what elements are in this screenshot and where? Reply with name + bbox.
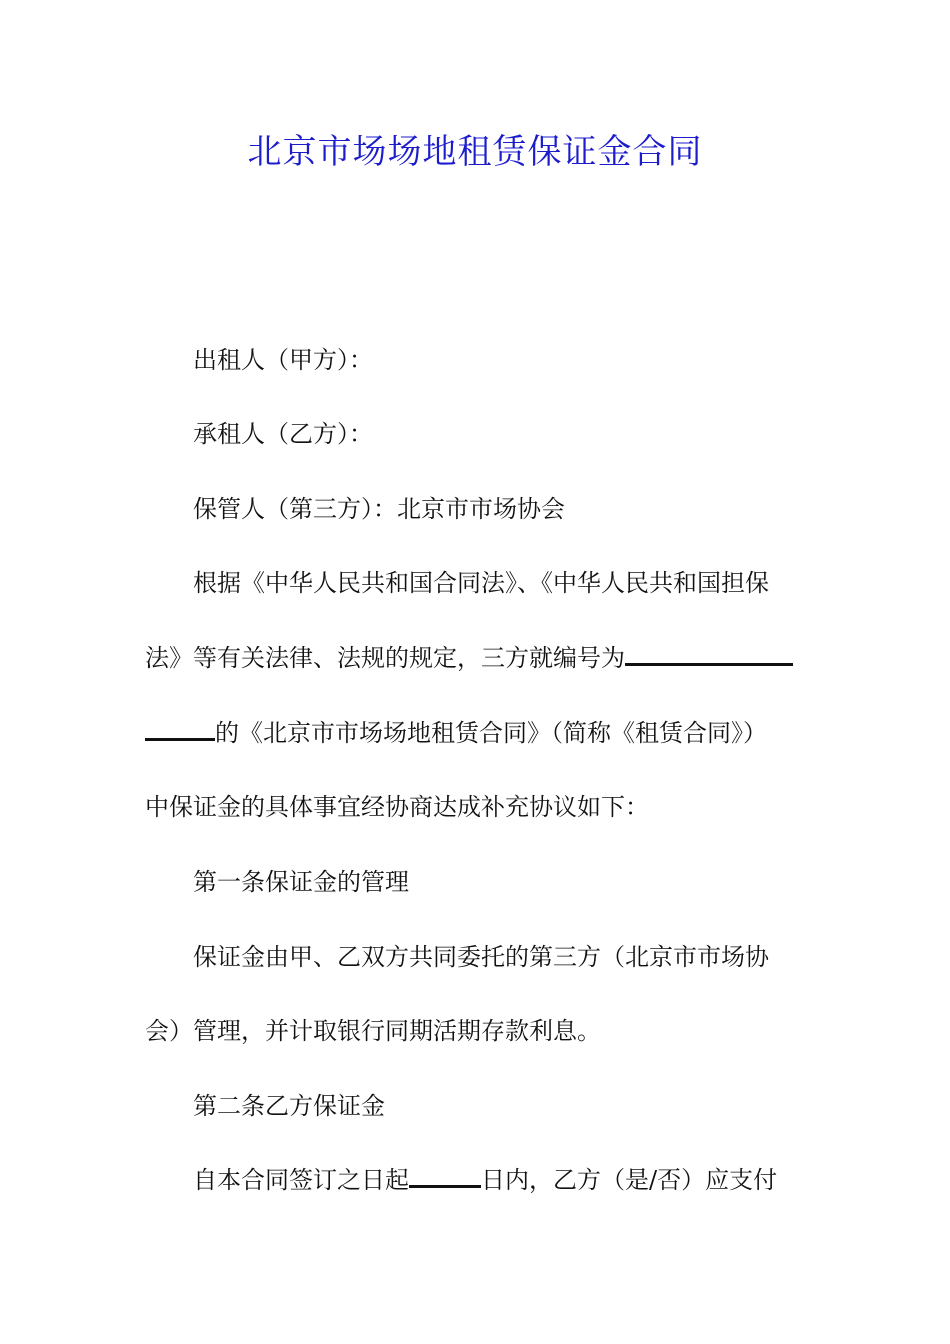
- article-2-heading: 第二条乙方保证金: [193, 1092, 385, 1120]
- article-2-line-1-text-a: 自本合同签订之日起: [193, 1166, 409, 1194]
- lessee-line: 承租人（乙方）：: [193, 420, 373, 448]
- custodian-line: 保管人（第三方）：北京市市场协会: [193, 495, 565, 523]
- preamble-line-3: [145, 713, 807, 753]
- preamble-line-4: 中保证金的具体事宜经协商达成补充协议如下：: [145, 793, 649, 821]
- article-1-line-1: 保证金由甲、乙双方共同委托的第三方（北京市市场协: [193, 943, 769, 971]
- contract-title: 北京市场场地租赁保证金合同: [247, 132, 703, 172]
- days-blank: [409, 1163, 481, 1188]
- preamble-line-1: 根据《中华人民共和国合同法》、《中华人民共和国担保: [193, 569, 769, 597]
- preamble-line-2-text: 法》等有关法律、法规的规定，三方就编号为: [145, 644, 625, 672]
- preamble-line-2: [145, 638, 807, 678]
- contract-number-blank-continued: [145, 716, 215, 741]
- lessor-line: 出租人（甲方）：: [193, 346, 373, 374]
- article-1-line-2: 会）管理，并计取银行同期活期存款利息。: [145, 1017, 601, 1045]
- contract-number-blank: [625, 641, 793, 666]
- article-2-line-1-text-b: 日内，乙方（是/否）应支付: [481, 1166, 778, 1194]
- article-1-heading: 第一条保证金的管理: [193, 868, 409, 896]
- article-2-line-1: [145, 1160, 855, 1200]
- preamble-line-3-text: 的《北京市市场场地租赁合同》（简称《租赁合同》）: [215, 719, 767, 747]
